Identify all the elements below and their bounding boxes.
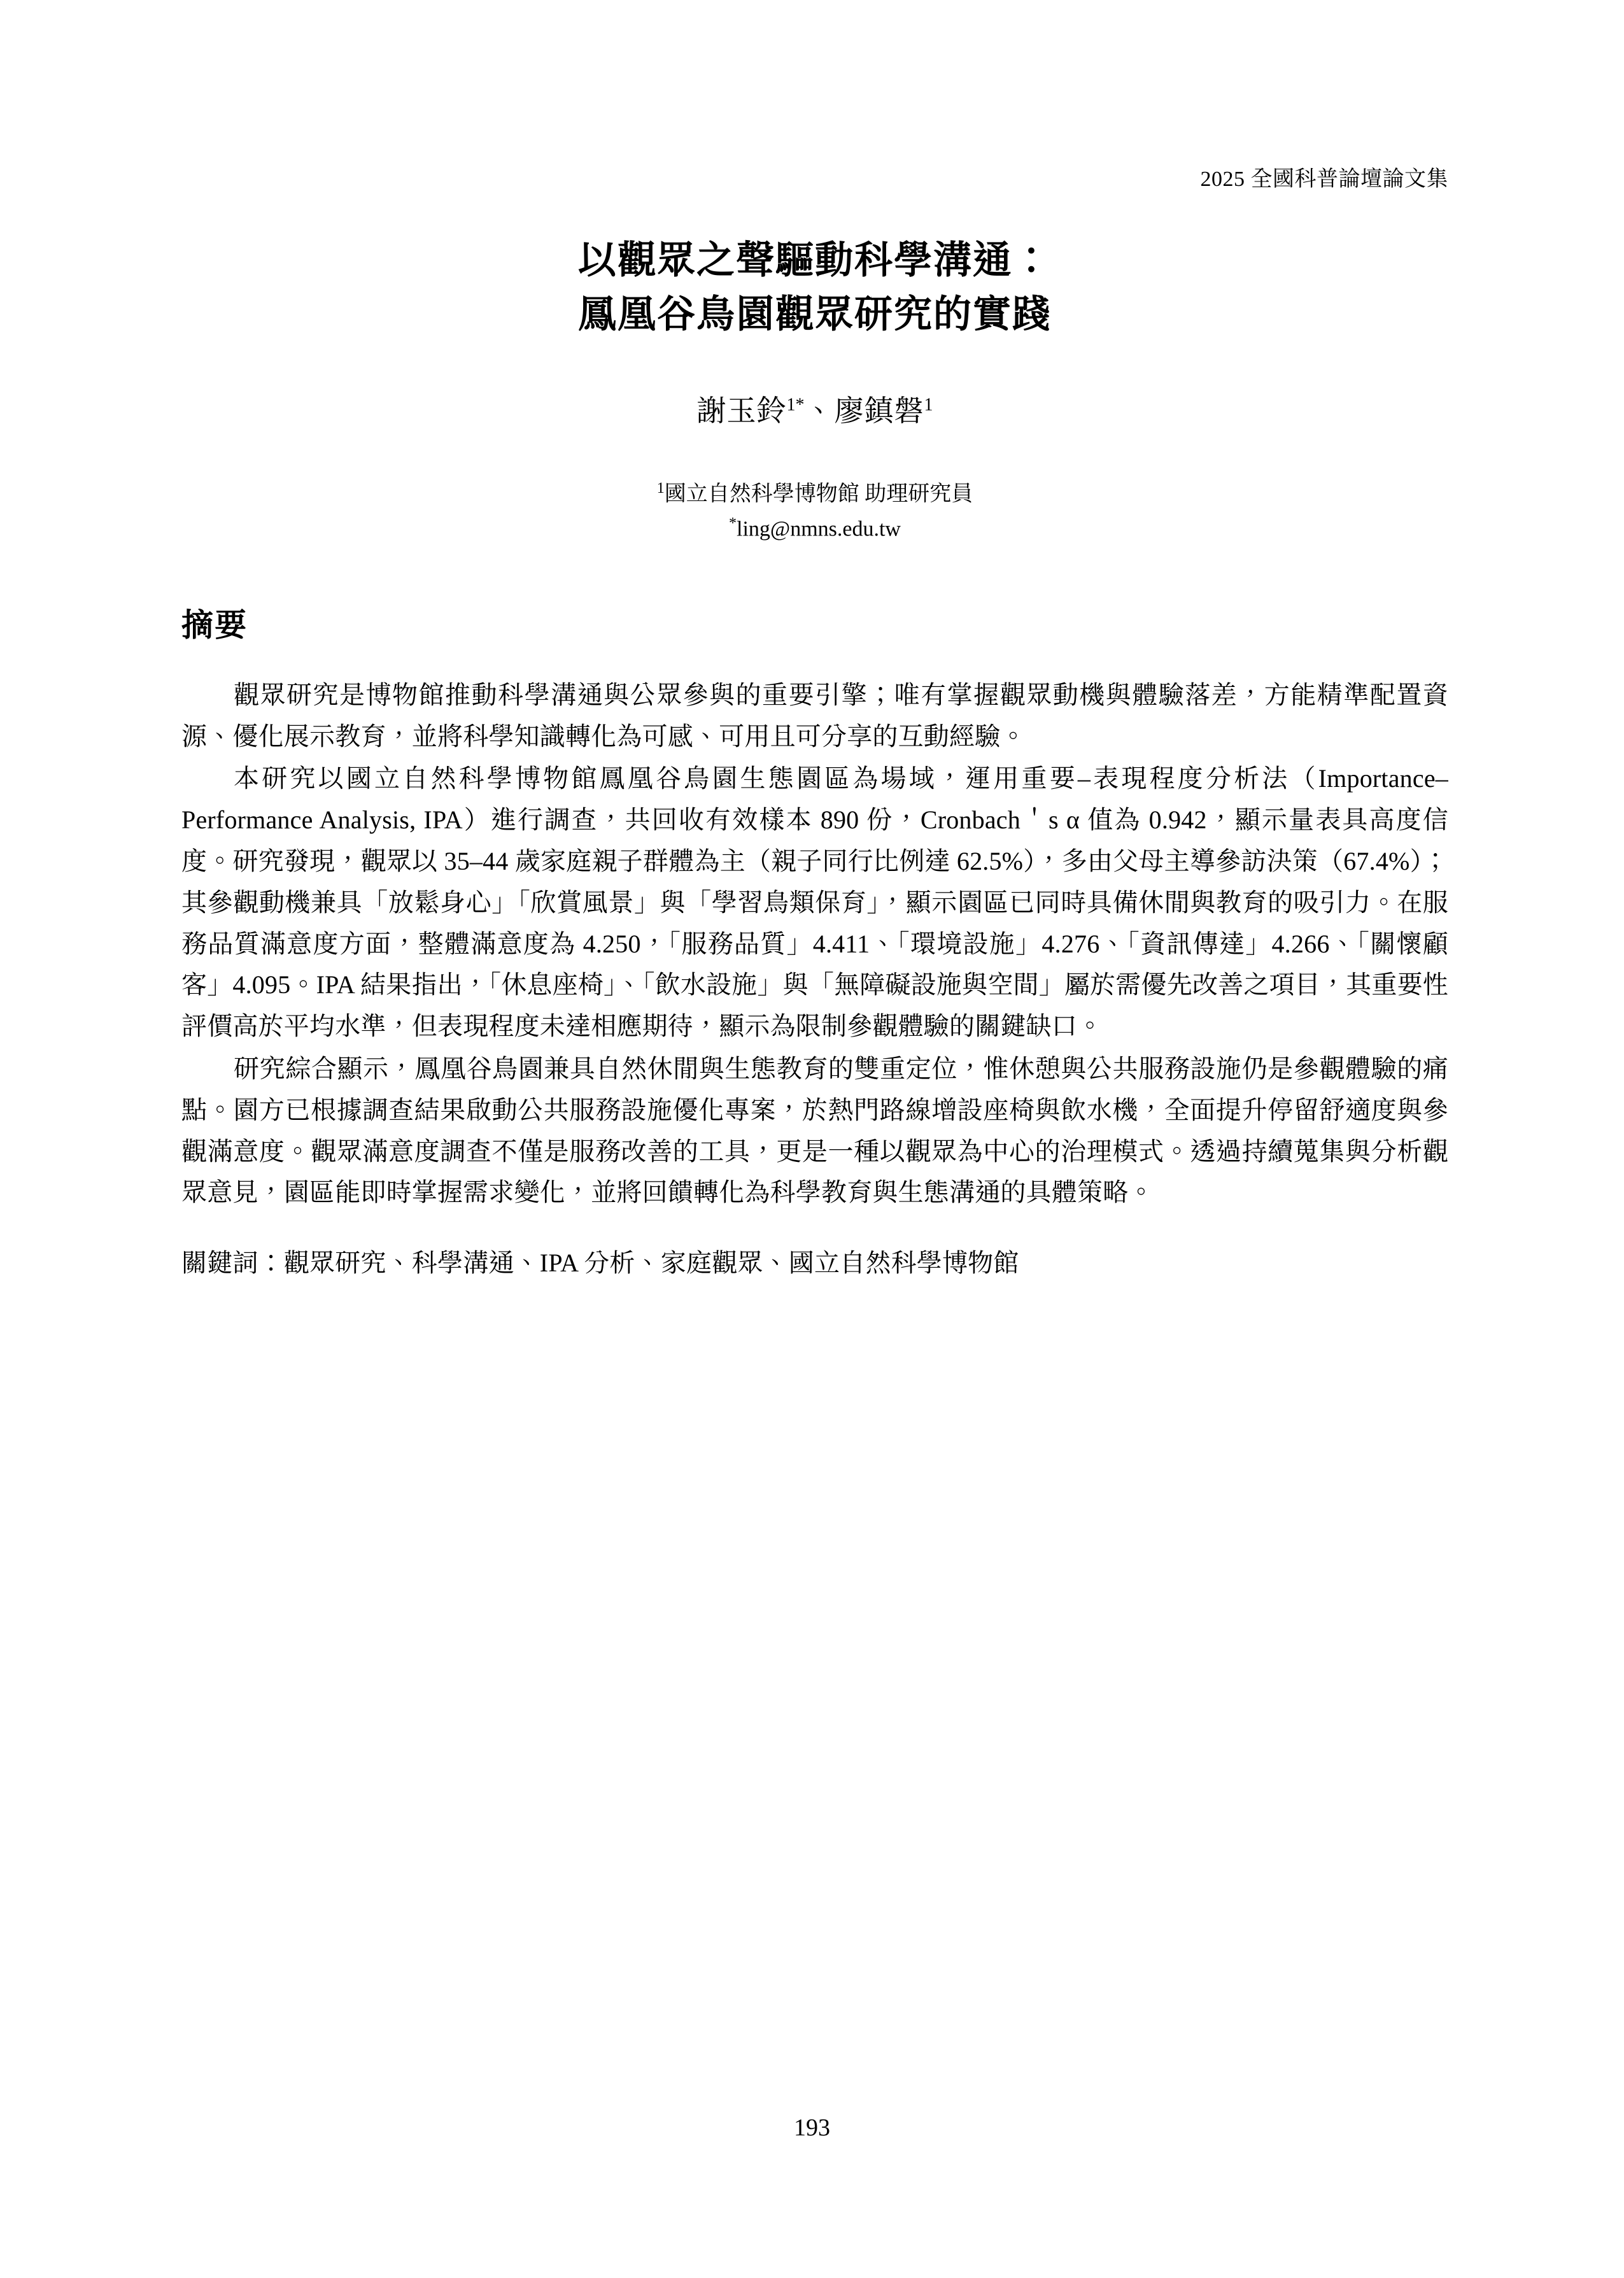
author-name-1: 謝玉鈴 bbox=[696, 395, 787, 428]
affiliation-marker: 1 bbox=[656, 480, 665, 497]
author-marker-2: 1 bbox=[924, 395, 933, 415]
title-line-1: 以觀眾之聲驅動科學溝通： bbox=[578, 239, 1052, 281]
page-title bbox=[181, 234, 1448, 342]
running-header: 2025 全國科普論壇論文集 bbox=[1200, 167, 1448, 191]
affiliation bbox=[181, 477, 1448, 510]
title-line-2: 鳳凰谷鳥園觀眾研究的實踐 bbox=[578, 293, 1052, 336]
author-list bbox=[181, 388, 1448, 430]
affiliation-text: 國立自然科學博物館 助理研究員 bbox=[664, 482, 973, 506]
page-number: 193 bbox=[794, 2114, 830, 2141]
abstract-paragraph-2: 本研究以國立自然科學博物館鳳凰谷鳥園生態園區為場域，運用重要–表現程度分析法（Importance–Performance Analysis, IPA）進行調查，共回收有效樣本 890 份，Cronbach＇s α 值為 0.942，顯示量表具高度信度。研究發現，觀眾以 35–44 歲家庭親子群體為主（親子同行比例達 62.5%），多由父母主導參訪決策（67.4%）；其參觀動機兼具「放鬆身心」「欣賞風景」與「學習鳥類保育」，顯示園區已同時具備休閒與教育的吸引力。在服務品質滿意度方面，整體滿意度為 4.250，「服務品質」4.411、「環境設施」4.276、「資訊傳達」4.266、「關懷顧客」4.095。IPA 結果指出，「休息座椅」、「飲水設施」與「無障礙設施與空間」屬於需優先改善之項目，其重要性評價高於平均水準，但表現程度未達相應期待，顯示為限制參觀體驗的關鍵缺口。 bbox=[181, 764, 1448, 1041]
email-address[interactable]: ling@nmns.edu.tw bbox=[737, 516, 901, 541]
abstract-paragraph-3: 研究綜合顯示，鳳凰谷鳥園兼具自然休閒與生態教育的雙重定位，惟休憩與公共服務設施仍是參觀體驗的痛點。園方已根據調查結果啟動公共服務設施優化專案，於熱門路線增設座椅與飲水機，全面提升停留舒適度與參觀滿意度。觀眾滿意度調查不僅是服務改善的工具，更是一種以觀眾為中心的治理模式。透過持續蒐集與分析觀眾意見，園區能即時掌握需求變化，並將回饋轉化為科學教育與生態溝通的具體策略。 bbox=[181, 1054, 1448, 1207]
abstract-heading: 摘要 bbox=[181, 607, 248, 643]
page-content bbox=[181, 0, 1448, 1285]
author-marker-1: 1* bbox=[786, 395, 805, 415]
abstract-body bbox=[181, 675, 1448, 1284]
author-name-2: 廖鎮磐 bbox=[834, 395, 924, 428]
author-separator: 、 bbox=[804, 395, 835, 428]
keywords-line: 關鍵詞：觀眾研究、科學溝通、IPA 分析、家庭觀眾、國立自然科學博物館 bbox=[181, 1249, 1019, 1278]
contact-email[interactable] bbox=[181, 512, 1448, 545]
abstract-paragraph-1: 觀眾研究是博物館推動科學溝通與公眾參與的重要引擎；唯有掌握觀眾動機與體驗落差，方能精準配置資源、優化展示教育，並將科學知識轉化為可感、可用且可分享的互動經驗。 bbox=[181, 680, 1448, 751]
email-marker: * bbox=[729, 514, 737, 532]
